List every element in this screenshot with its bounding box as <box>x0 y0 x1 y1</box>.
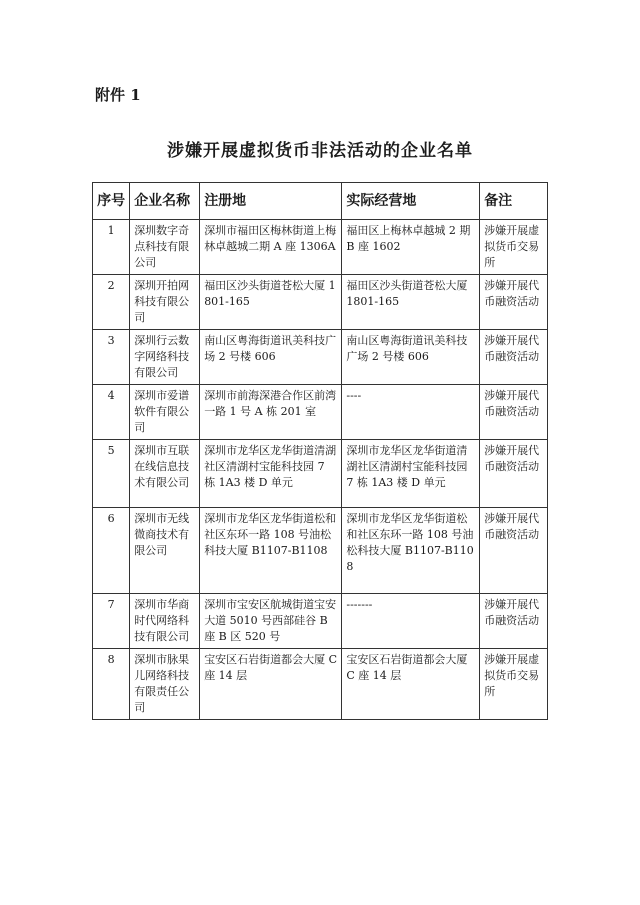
cell-seq: 5 <box>93 440 130 508</box>
cell-registered-address: 深圳市前海深港合作区前湾一路 1 号 A 栋 201 室 <box>200 385 342 440</box>
cell-business-address: 深圳市龙华区龙华街道松和社区东环一路 108 号油松科技大厦 B1107-B1108 <box>342 508 480 594</box>
table-row <box>93 440 548 508</box>
company-list-table <box>92 182 548 720</box>
cell-note: 涉嫌开展代币融资活动 <box>480 385 548 440</box>
cell-business-address: 福田区沙头街道苍松大厦 1801-165 <box>342 275 480 330</box>
cell-note: 涉嫌开展代币融资活动 <box>480 275 548 330</box>
header-note: 备注 <box>480 183 548 220</box>
table-row <box>93 330 548 385</box>
cell-business-address: 南山区粤海街道讯美科技广场 2 号楼 606 <box>342 330 480 385</box>
attachment-label: 附件 1 <box>95 86 141 104</box>
cell-business-address: 宝安区石岩街道都会大厦 C 座 14 层 <box>342 649 480 720</box>
cell-seq: 6 <box>93 508 130 594</box>
cell-registered-address: 宝安区石岩街道都会大厦 C 座 14 层 <box>200 649 342 720</box>
cell-note: 涉嫌开展代币融资活动 <box>480 330 548 385</box>
header-seq: 序号 <box>93 183 130 220</box>
document-title: 涉嫌开展虚拟货币非法活动的企业名单 <box>167 141 473 161</box>
header-business-address: 实际经营地 <box>342 183 480 220</box>
table-row <box>93 649 548 720</box>
cell-seq: 1 <box>93 220 130 275</box>
table-row <box>93 594 548 649</box>
cell-company-name: 深圳市互联在线信息技术有限公司 <box>130 440 200 508</box>
cell-note: 涉嫌开展虚拟货币交易所 <box>480 220 548 275</box>
cell-registered-address: 南山区粤海街道讯美科技广场 2 号楼 606 <box>200 330 342 385</box>
cell-business-address: ---- <box>342 385 480 440</box>
cell-registered-address: 福田区沙头街道苍松大厦 1801-165 <box>200 275 342 330</box>
cell-registered-address: 深圳市龙华区龙华街道清湖社区清湖村宝能科技园 7 栋 1A3 楼 D 单元 <box>200 440 342 508</box>
table-row <box>93 220 548 275</box>
cell-note: 涉嫌开展代币融资活动 <box>480 508 548 594</box>
cell-company-name: 深圳开拍网科技有限公司 <box>130 275 200 330</box>
cell-note: 涉嫌开展虚拟货币交易所 <box>480 649 548 720</box>
table-row <box>93 508 548 594</box>
cell-company-name: 深圳数字奇点科技有限公司 <box>130 220 200 275</box>
cell-note: 涉嫌开展代币融资活动 <box>480 594 548 649</box>
cell-company-name: 深圳市华商时代网络科技有限公司 <box>130 594 200 649</box>
cell-business-address: ------- <box>342 594 480 649</box>
cell-business-address: 深圳市龙华区龙华街道清湖社区清湖村宝能科技园 7 栋 1A3 楼 D 单元 <box>342 440 480 508</box>
cell-seq: 4 <box>93 385 130 440</box>
table-row <box>93 275 548 330</box>
cell-business-address: 福田区上梅林卓越城 2 期 B 座 1602 <box>342 220 480 275</box>
table-row <box>93 385 548 440</box>
header-company-name: 企业名称 <box>130 183 200 220</box>
cell-registered-address: 深圳市龙华区龙华街道松和社区东环一路 108 号油松科技大厦 B1107-B1108 <box>200 508 342 594</box>
cell-registered-address: 深圳市宝安区航城街道宝安大道 5010 号西部硅谷 B 座 B 区 520 号 <box>200 594 342 649</box>
cell-company-name: 深圳市无线微商技术有限公司 <box>130 508 200 594</box>
header-registered-address: 注册地 <box>200 183 342 220</box>
cell-seq: 2 <box>93 275 130 330</box>
table-header-row <box>93 183 548 220</box>
cell-note: 涉嫌开展代币融资活动 <box>480 440 548 508</box>
cell-seq: 7 <box>93 594 130 649</box>
cell-seq: 8 <box>93 649 130 720</box>
cell-seq: 3 <box>93 330 130 385</box>
cell-company-name: 深圳市爱谱软件有限公司 <box>130 385 200 440</box>
cell-registered-address: 深圳市福田区梅林街道上梅林卓越城二期 A 座 1306A <box>200 220 342 275</box>
cell-company-name: 深圳行云数字网络科技有限公司 <box>130 330 200 385</box>
cell-company-name: 深圳市脉果儿网络科技有限责任公司 <box>130 649 200 720</box>
